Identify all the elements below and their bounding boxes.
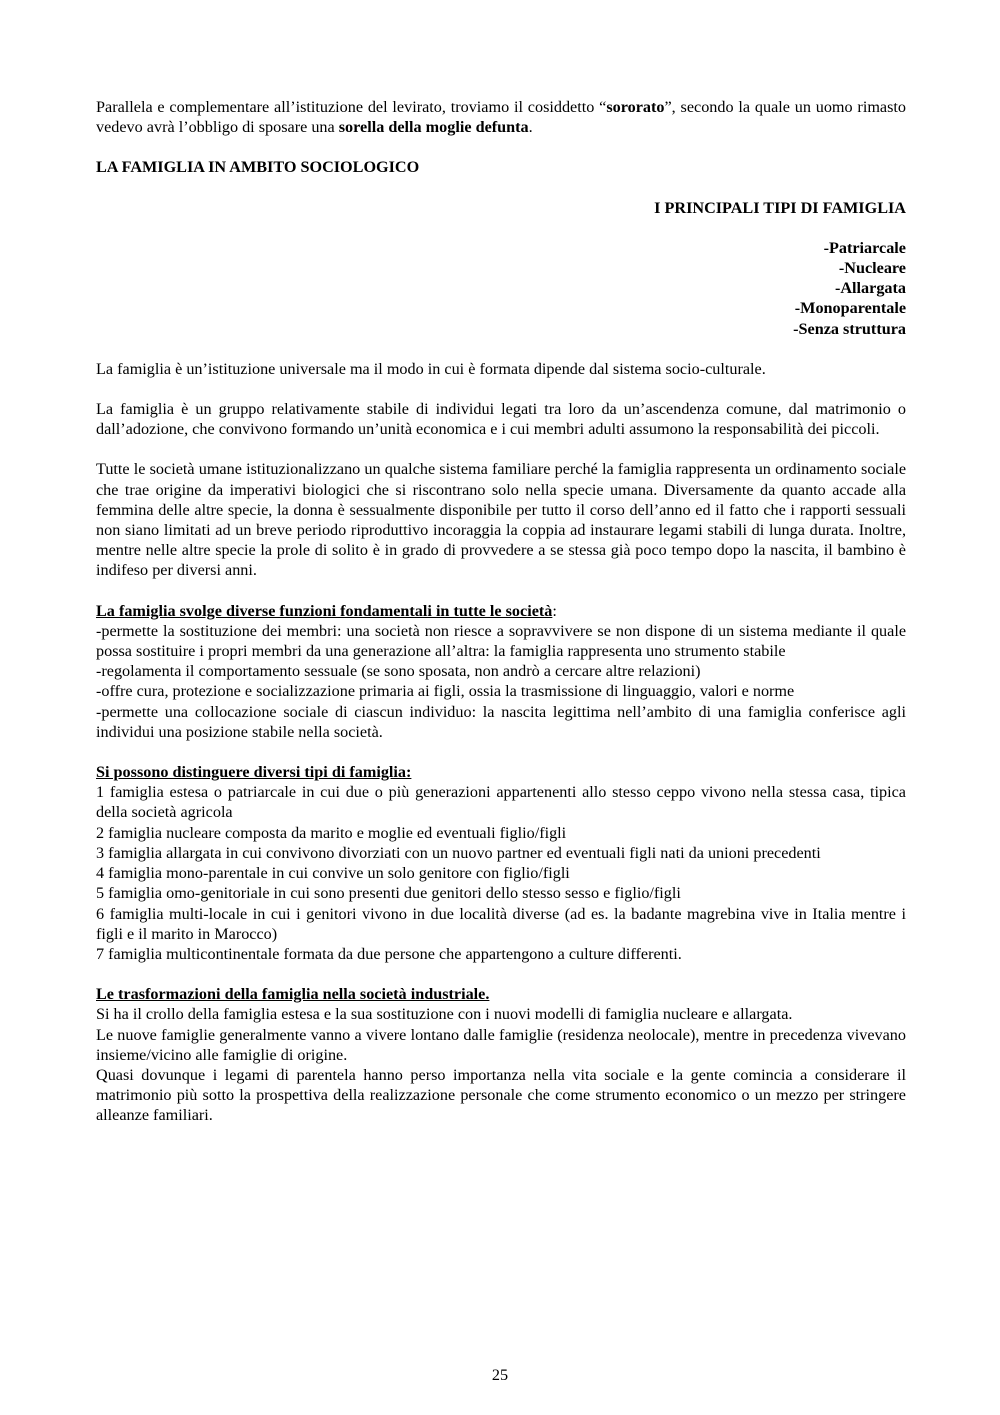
sorella-term: sorella della moglie defunta xyxy=(338,118,529,137)
functions-item: -permette una collocazione sociale di ciascun individuo: la nascita legittima nell’ambito di una famiglia conferisce agli individui una posizione stabile nella società. xyxy=(96,702,906,741)
transform-heading: Le trasformazioni della famiglia nella società industriale. xyxy=(96,985,490,1004)
functions-heading-text: La famiglia svolge diverse funzioni fondamentali in tutte le società xyxy=(96,601,553,620)
functions-item: -offre cura, protezione e socializzazione primaria ai figli, ossia la trasmissione di linguaggio, valori e norme xyxy=(96,682,795,701)
functions-item: -permette la sostituzione dei membri: una società non riesce a sopravvivere se non dispone di un sistema mediante il quale possa sostituire i propri membri da una generazione all’altra: la famiglia rappresenta uno strumento stabile xyxy=(96,621,906,661)
functions-item: -regolamenta il comportamento sessuale (se sono sposata, non andrò a cercare altre relazioni) xyxy=(96,662,701,681)
transform-item: Quasi dovunque i legami di parentela hanno perso importanza nella vita sociale e la gente comincia a considerare il matrimonio più sotto la prospettiva della realizzazione personale che come strumento economico o un mezzo per stringere alleanze familiari. xyxy=(96,1065,906,1125)
types-list-item: -Senza struttura xyxy=(793,319,906,338)
intro-paragraph xyxy=(96,97,906,137)
kinds-item: 2 famiglia nucleare composta da marito e moglie ed eventuali figlio/figli xyxy=(96,823,567,842)
kinds-item: 5 famiglia omo-genitoriale in cui sono presenti due genitori dello stesso sesso e figlio/figli xyxy=(96,884,681,903)
transform-item: Si ha il crollo della famiglia estesa e la sua sostituzione con i nuovi modelli di famiglia nucleare e allargata. xyxy=(96,1005,793,1024)
intro-text: Parallela e complementare all’istituzione del levirato, troviamo il cosiddetto “ xyxy=(96,98,607,116)
types-list-item: -Allargata xyxy=(834,279,906,298)
kinds-heading: Si possono distinguere diversi tipi di famiglia: xyxy=(96,763,412,782)
section-title: LA FAMIGLIA IN AMBITO SOCIOLOGICO xyxy=(96,158,420,177)
kinds-item: 4 famiglia mono-parentale in cui convive un solo genitore con figlio/figli xyxy=(96,864,570,883)
paragraph: Tutte le società umane istituzionalizzano un qualche sistema familiare perché la famiglia rappresenta un ordinamento sociale che trae origine da imperativi biologici che si riscontrano solo nella specie umana. Diversamente da quanto accade alla femmina delle altre specie, la donna è sessualmente disponibile per tutto il corso dell’anno ed il fatto che i rapporti sessuali non siano limitati ad un breve periodo riproduttivo incoraggia la coppia ad instaurare legami stabili di lunga durata. Inoltre, mentre nelle altre specie la prole di solito è in grado di provvedere a se stessa già poco tempo dopo la nascita, il bambino è indifeso per diversi anni. xyxy=(96,460,906,580)
functions-heading xyxy=(96,601,906,621)
types-list-item: -Patriarcale xyxy=(823,238,906,257)
intro-text: ”, secondo la quale un uomo rimasto vedevo avrà l’obbligo di sposare una xyxy=(96,98,906,137)
intro-text: . xyxy=(528,118,533,137)
transform-item: Le nuove famiglie generalmente vanno a vivere lontano dalle famiglie (residenza neolocale), mentre in precedenza vivevano insieme/vicino alle famiglie di origine. xyxy=(96,1025,906,1064)
kinds-item: 3 famiglia allargata in cui convivono divorziati con un nuovo partner ed eventuali figli nati da unioni precedenti xyxy=(96,843,821,862)
document-page xyxy=(96,97,906,1126)
sororato-term: sororato xyxy=(606,98,665,116)
types-list-item: -Nucleare xyxy=(838,259,906,278)
functions-heading-colon: : xyxy=(552,601,557,620)
types-title: I PRINCIPALI TIPI DI FAMIGLIA xyxy=(654,198,906,217)
kinds-item: 7 famiglia multicontinentale formata da due persone che appartengono a culture differenti. xyxy=(96,944,682,963)
kinds-item: 6 famiglia multi-locale in cui i genitori vivono in due località diverse (ad es. la badante magrebina vive in Italia mentre i figli e il marito in Marocco) xyxy=(96,904,906,943)
page-number: 25 xyxy=(491,1366,509,1384)
paragraph: La famiglia è un gruppo relativamente stabile di individui legati tra loro da un’ascendenza comune, dal matrimonio o dall’adozione, che convivono formando un’unità economica e i cui membri adulti assumono la responsabilità dei piccoli. xyxy=(96,400,906,439)
paragraph: La famiglia è un’istituzione universale ma il modo in cui è formata dipende dal sistema socio-culturale. xyxy=(96,359,766,378)
types-list-item: -Monoparentale xyxy=(794,299,906,318)
kinds-item: 1 famiglia estesa o patriarcale in cui due o più generazioni appartenenti allo stesso ceppo vivono nella stessa casa, tipica della società agricola xyxy=(96,783,906,822)
